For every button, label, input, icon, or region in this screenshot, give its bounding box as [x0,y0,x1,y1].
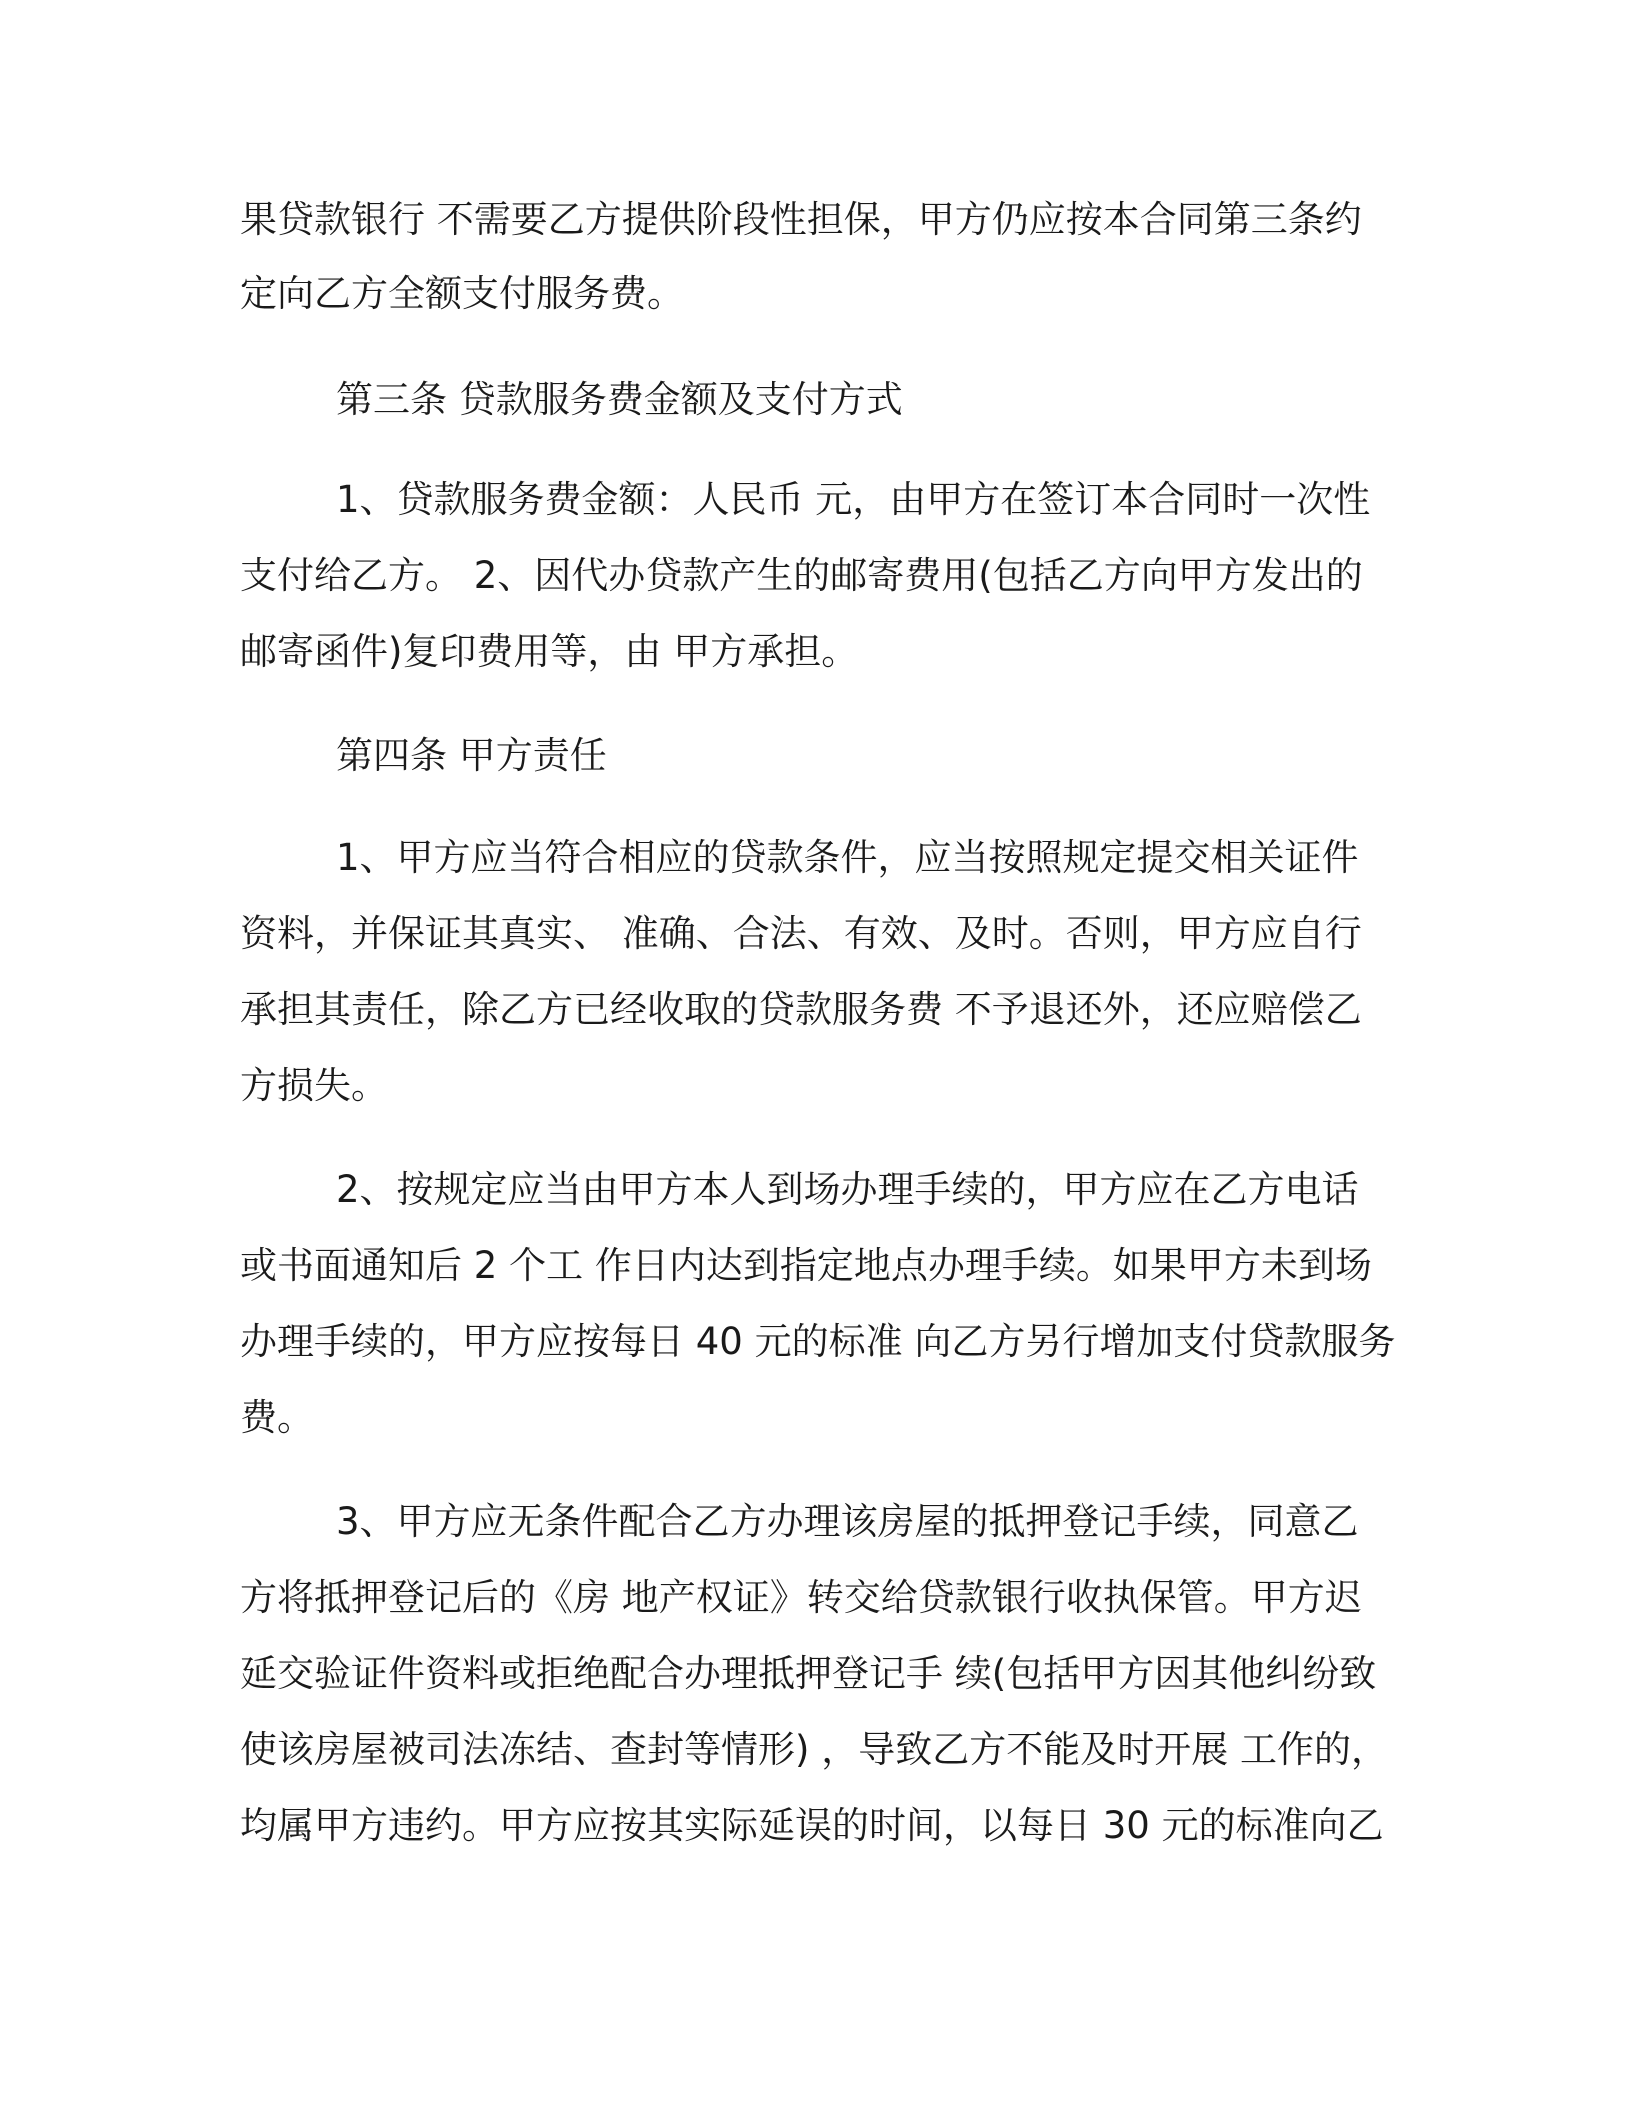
text-line: 使该房屋被司法冻结、查封等情形) ，导致乙方不能及时开展 工作的， [240,1728,1388,1771]
text-line: 1、甲方应当符合相应的贷款条件，应当按照规定提交相关证件 [336,836,1359,879]
text-line: 费。 [240,1396,314,1439]
section-heading: 第四条 甲方责任 [336,734,607,777]
text-line: 定向乙方全额支付服务费。 [240,272,684,315]
text-line: 2、按规定应当由甲方本人到场办理手续的，甲方应在乙方电话 [336,1168,1359,1211]
text-line: 支付给乙方。 2、因代办贷款产生的邮寄费用(包括乙方向甲方发出的 [240,554,1363,597]
text-line: 延交验证件资料或拒绝配合办理抵押登记手 续(包括甲方因其他纠纷致 [240,1652,1377,1695]
text-line: 均属甲方违约。甲方应按其实际延误的时间，以每日 30 元的标准向乙 [240,1804,1384,1847]
text-line: 方损失。 [240,1064,388,1107]
text-line: 承担其责任，除乙方已经收取的贷款服务费 不予退还外，还应赔偿乙 [240,988,1362,1031]
text-line: 方将抵押登记后的《房 地产权证》转交给贷款银行收执保管。甲方迟 [240,1576,1362,1619]
section-heading: 第三条 贷款服务费金额及支付方式 [336,378,903,421]
text-line: 办理手续的，甲方应按每日 40 元的标准 向乙方另行增加支付贷款服务 [240,1320,1396,1363]
text-line: 邮寄函件)复印费用等，由 甲方承担。 [240,630,859,673]
text-line: 或书面通知后 2 个工 作日内达到指定地点办理手续。如果甲方未到场 [240,1244,1372,1287]
text-line: 果贷款银行 不需要乙方提供阶段性担保，甲方仍应按本合同第三条约 [240,198,1362,241]
text-line: 1、贷款服务费金额：人民币 元，由甲方在签订本合同时一次性 [336,478,1371,521]
text-line: 资料，并保证其真实、 准确、合法、有效、及时。否则，甲方应自行 [240,912,1362,955]
text-line: 3、甲方应无条件配合乙方办理该房屋的抵押登记手续，同意乙 [336,1500,1359,1543]
